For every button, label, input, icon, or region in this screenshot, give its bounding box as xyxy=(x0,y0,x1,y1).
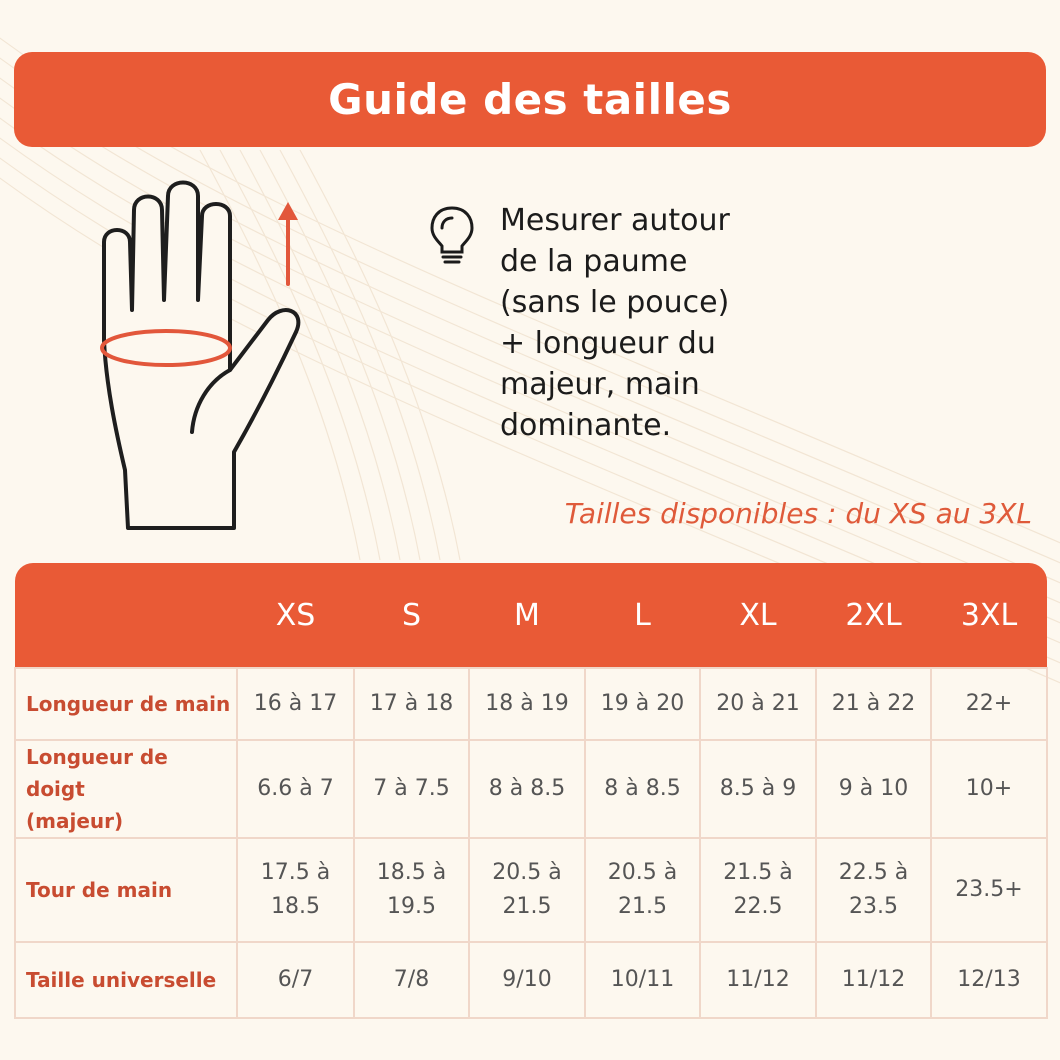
cell-value: 10+ xyxy=(965,776,1013,801)
header-size-m: M xyxy=(469,563,585,668)
row-label-text: Longueur de doigt xyxy=(26,745,168,801)
cell-value: 20.5 à xyxy=(492,860,562,885)
row-label-text: Taille universelle xyxy=(26,968,217,992)
table-cell xyxy=(354,668,469,740)
cell-value: 22.5 xyxy=(733,894,783,919)
cell-value: 6/7 xyxy=(277,967,314,992)
header-size-l: L xyxy=(585,563,700,668)
cell-value: 23.5+ xyxy=(955,877,1023,902)
table-cell xyxy=(469,668,585,740)
table-cell xyxy=(816,942,931,1018)
available-sizes-note: Tailles disponibles : du XS au 3XL xyxy=(564,497,1032,530)
tip-line: de la paume xyxy=(500,244,688,279)
table-cell xyxy=(931,942,1047,1018)
table-cell xyxy=(354,740,469,838)
header-size-2xl: 2XL xyxy=(816,563,931,668)
cell-value: 21.5 xyxy=(618,894,667,919)
table-cell xyxy=(816,668,931,740)
cell-value: 18.5 à xyxy=(376,860,447,885)
cell-value: 22+ xyxy=(965,691,1013,716)
row-label-text: Tour de main xyxy=(26,878,173,902)
row-label-text: Longueur de main xyxy=(26,692,231,716)
table-cell xyxy=(354,942,469,1018)
cell-value: 21.5 xyxy=(502,894,552,919)
table-cell xyxy=(585,740,700,838)
cell-value: 9 à 10 xyxy=(838,776,909,801)
cell-value: 22.5 à xyxy=(838,860,909,885)
table-cell xyxy=(237,740,354,838)
cell-value: 21.5 à xyxy=(723,860,793,885)
size-table xyxy=(14,563,1048,1019)
cell-value: 18.5 xyxy=(271,894,320,919)
row-label xyxy=(15,740,237,838)
table-row xyxy=(15,740,1047,838)
cell-value: 17.5 à xyxy=(260,860,331,885)
hand-icon xyxy=(90,170,320,540)
cell-value: 19.5 xyxy=(387,894,436,919)
table-header-row xyxy=(15,563,1047,668)
table-row xyxy=(15,942,1047,1018)
measurement-tip xyxy=(500,200,800,446)
cell-value: 7 à 7.5 xyxy=(373,776,450,801)
table-cell xyxy=(700,838,816,942)
cell-value: 8 à 8.5 xyxy=(604,776,681,801)
lightbulb-icon xyxy=(428,204,476,268)
cell-value: 18 à 19 xyxy=(485,691,569,716)
row-label xyxy=(15,942,237,1018)
table-cell xyxy=(237,838,354,942)
table-cell xyxy=(585,838,700,942)
tip-line: Mesurer autour xyxy=(500,203,730,238)
cell-value: 8.5 à 9 xyxy=(719,776,797,801)
cell-value: 10/11 xyxy=(610,967,675,992)
table-cell xyxy=(354,838,469,942)
table-cell xyxy=(931,838,1047,942)
tip-line: (sans le pouce) xyxy=(500,285,730,320)
cell-value: 11/12 xyxy=(841,967,906,992)
table-cell xyxy=(700,942,816,1018)
table-cell xyxy=(816,838,931,942)
cell-value: 12/13 xyxy=(957,967,1021,992)
table-cell xyxy=(585,668,700,740)
header-corner xyxy=(15,563,237,668)
cell-value: 6.6 à 7 xyxy=(257,776,334,801)
cell-value: 8 à 8.5 xyxy=(488,776,566,801)
table-row xyxy=(15,838,1047,942)
table-cell xyxy=(237,942,354,1018)
cell-value: 21 à 22 xyxy=(831,691,916,716)
cell-value: 20.5 à xyxy=(607,860,678,885)
table-cell xyxy=(931,668,1047,740)
cell-value: 20 à 21 xyxy=(716,691,800,716)
header-size-3xl: 3XL xyxy=(931,563,1047,668)
header-size-xl: XL xyxy=(700,563,816,668)
row-label xyxy=(15,838,237,942)
table-cell xyxy=(469,740,585,838)
hand-illustration xyxy=(90,170,320,540)
table-cell xyxy=(816,740,931,838)
row-label xyxy=(15,668,237,740)
table-cell xyxy=(585,942,700,1018)
page-title: Guide des tailles xyxy=(328,75,732,124)
table-row xyxy=(15,668,1047,740)
tip-line: + longueur du xyxy=(500,326,716,361)
size-table-wrapper xyxy=(14,563,1046,1019)
cell-value: 9/10 xyxy=(502,967,552,992)
table-cell xyxy=(700,668,816,740)
title-banner xyxy=(14,52,1046,147)
cell-value: 23.5 xyxy=(849,894,898,919)
header-size-s: S xyxy=(354,563,469,668)
tip-line: majeur, main xyxy=(500,367,700,402)
table-cell xyxy=(931,740,1047,838)
table-cell xyxy=(237,668,354,740)
cell-value: 19 à 20 xyxy=(600,691,685,716)
header-size-xs: XS xyxy=(237,563,354,668)
cell-value: 16 à 17 xyxy=(253,691,338,716)
table-cell xyxy=(469,942,585,1018)
table-cell xyxy=(469,838,585,942)
row-label-text: (majeur) xyxy=(26,809,124,833)
cell-value: 11/12 xyxy=(726,967,790,992)
table-cell xyxy=(700,740,816,838)
cell-value: 7/8 xyxy=(393,967,430,992)
cell-value: 17 à 18 xyxy=(369,691,454,716)
tip-line: dominante. xyxy=(500,408,672,443)
